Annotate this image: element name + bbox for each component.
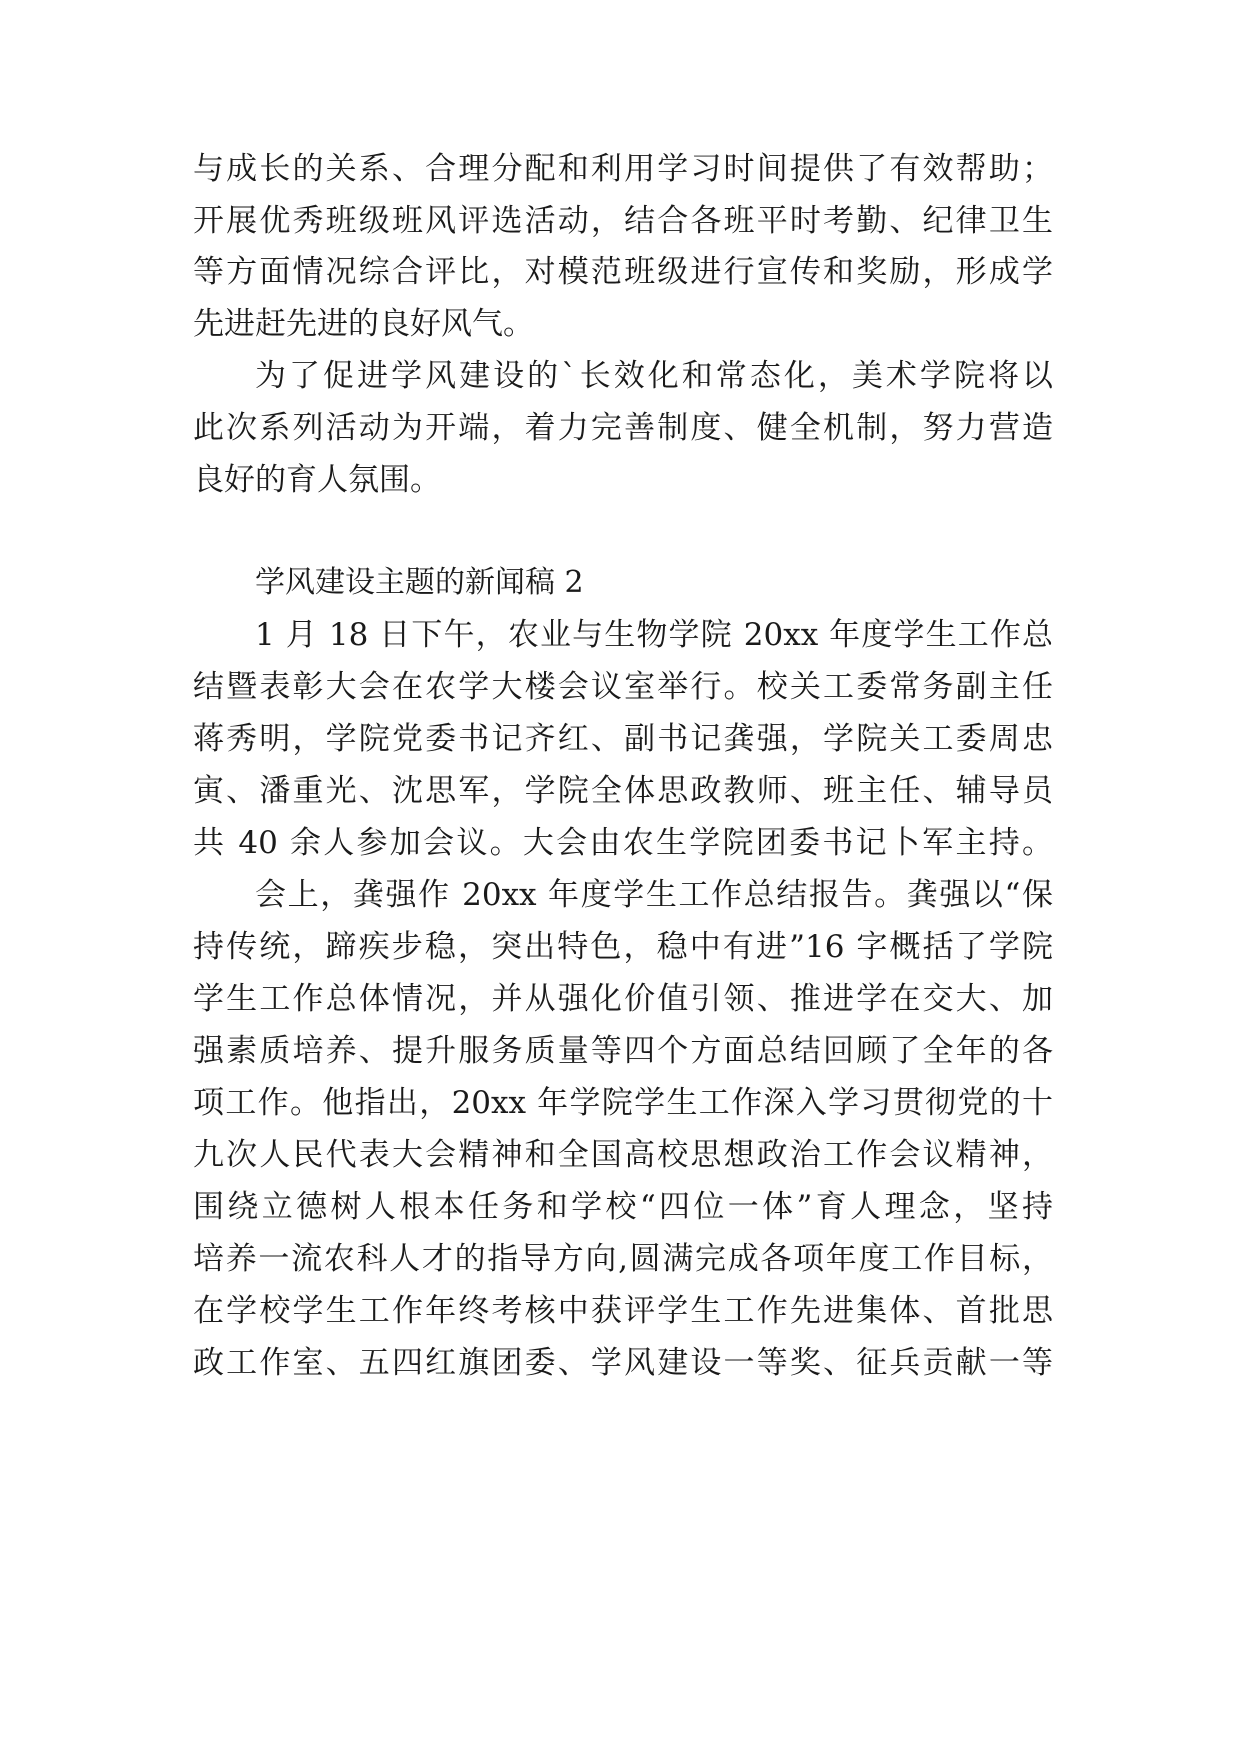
- paragraph-line: 项工作。他指出，20xx 年学院学生工作深入学习贯彻党的十: [193, 1085, 1053, 1121]
- paragraph-line: 为了促进学风建设的`长效化和常态化，美术学院将以: [255, 358, 1053, 394]
- paragraph-line: 此次系列活动为开端，着力完善制度、健全机制，努力营造: [193, 410, 1053, 446]
- paragraph-line: 良好的育人氛围。: [193, 462, 441, 498]
- paragraph-line: 围绕立德树人根本任务和学校“四位一体”育人理念，坚持: [193, 1189, 1053, 1225]
- paragraph-line: 在学校学生工作年终考核中获评学生工作先进集体、首批思: [193, 1293, 1053, 1329]
- section-title: 学风建设主题的新闻稿 2: [255, 565, 584, 600]
- paragraph-line: 会上，龚强作 20xx 年度学生工作总结报告。龚强以“保: [255, 877, 1053, 913]
- paragraph-line: 开展优秀班级班风评选活动，结合各班平时考勤、纪律卫生: [193, 203, 1053, 239]
- paragraph-line: 1 月 18 日下午，农业与生物学院 20xx 年度学生工作总: [255, 617, 1053, 653]
- paragraph-line: 强素质培养、提升服务质量等四个方面总结回顾了全年的各: [193, 1033, 1053, 1069]
- paragraph-line: 九次人民代表大会精神和全国高校思想政治工作会议精神，: [193, 1137, 1053, 1173]
- paragraph-line: 学生工作总体情况，并从强化价值引领、推进学在交大、加: [193, 981, 1053, 1017]
- paragraph-line: 等方面情况综合评比，对模范班级进行宣传和奖励，形成学: [193, 254, 1053, 290]
- paragraph-line: 蒋秀明，学院党委书记齐红、副书记龚强，学院关工委周忠: [193, 721, 1053, 757]
- paragraph-line: 结暨表彰大会在农学大楼会议室举行。校关工委常务副主任: [193, 669, 1053, 705]
- paragraph-line: 寅、潘重光、沈思军，学院全体思政教师、班主任、辅导员: [193, 773, 1053, 809]
- paragraph-line: 政工作室、五四红旗团委、学风建设一等奖、征兵贡献一等: [193, 1345, 1053, 1381]
- paragraph-line: 持传统，蹄疾步稳，突出特色，稳中有进”16 字概括了学院: [193, 929, 1053, 965]
- paragraph-line: 与成长的关系、合理分配和利用学习时间提供了有效帮助；: [193, 151, 1053, 187]
- paragraph-line: 培养一流农科人才的指导方向,圆满完成各项年度工作目标，: [193, 1241, 1053, 1277]
- paragraph-line: 先进赶先进的良好风气。: [193, 306, 534, 342]
- paragraph-line: 共 40 余人参加会议。大会由农生学院团委书记卜军主持。: [193, 825, 1053, 861]
